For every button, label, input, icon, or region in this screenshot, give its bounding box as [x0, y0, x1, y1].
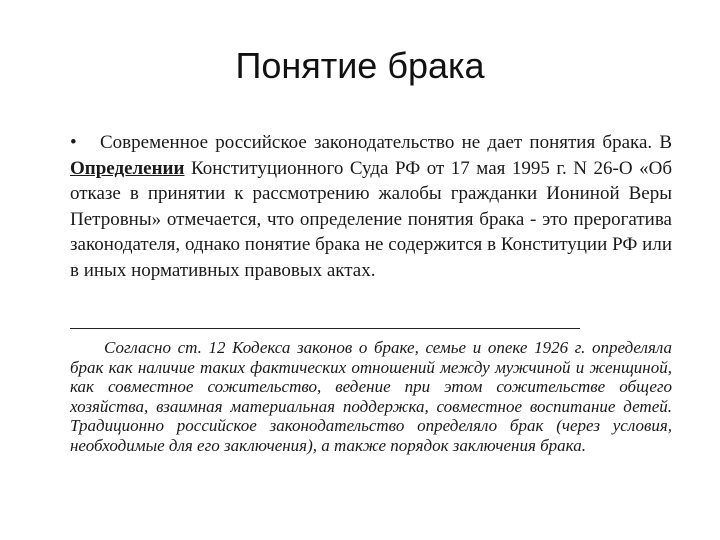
- slide-title: Понятие брака: [235, 45, 485, 86]
- footnote-text: Согласно ст. 12 Кодекса законов о браке, семье и опеке 1926 г. определяла брак как наличие таких фактических отношений между мужчиной и женщиной, как совместное сожительство, ведение при этом сожительстве общего хозяйства, взаимная материальная поддержка, совместное воспитание детей. Традиционно российское законодательство определяло брак (через условия, необходимые для его заключения), а также порядок заключения брака.: [70, 338, 672, 455]
- main-paragraph: [70, 130, 672, 284]
- footnote-separator: [70, 328, 580, 329]
- main-text-part-2: Конституционного Суда РФ от 17 мая 1995 г. N 26-О «Об отказе в принятии к рассмотрению жалобы гражданки Иониной Веры Петровны» отмечается, что определение понятия брака - это прерогатива законодателя, однако понятие брака не содержится в Конституции РФ или в иных нормативных правовых актах.: [70, 157, 672, 281]
- determination-link-term: Определении: [70, 157, 185, 179]
- bullet-marker: •: [70, 132, 77, 153]
- main-text-part-1: Современное российское законодательство не дает понятия брака. В: [100, 132, 672, 153]
